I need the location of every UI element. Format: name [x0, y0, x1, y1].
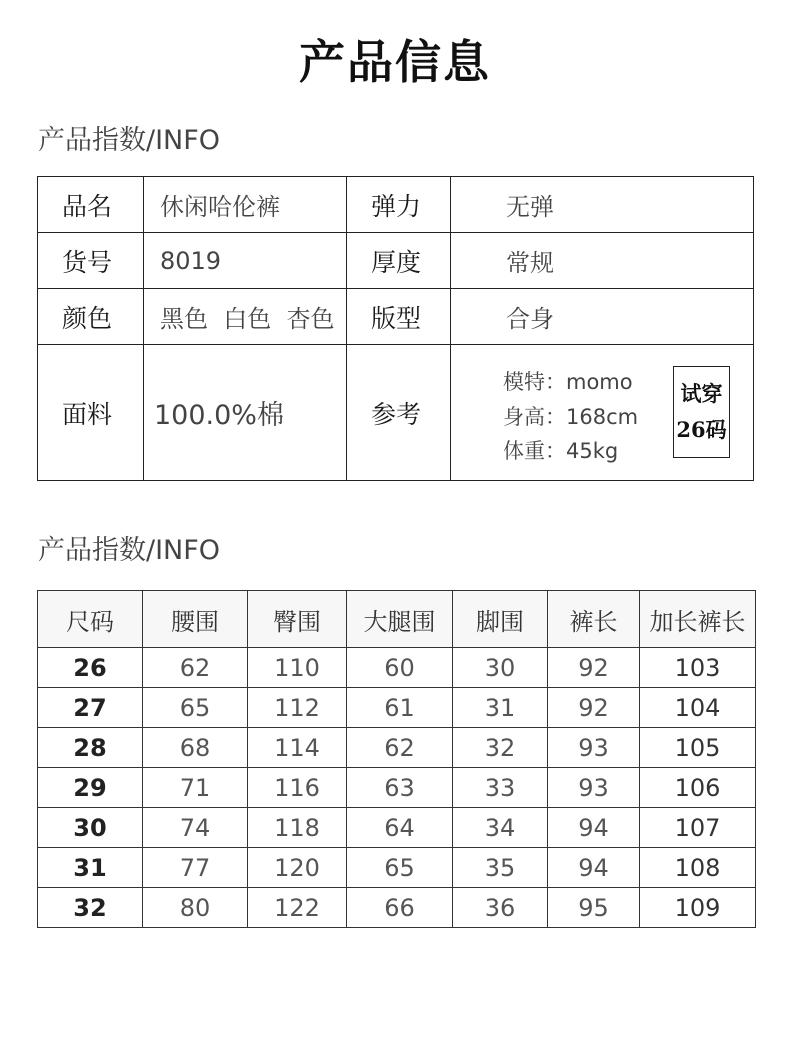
long-length-cell: 105	[640, 728, 756, 768]
model-height: 身高：168cm	[503, 404, 639, 429]
color-value: 黑色 白色 杏色	[144, 289, 347, 345]
waist-cell: 74	[143, 808, 248, 848]
hip-cell: 114	[248, 728, 347, 768]
header-length: 裤长	[548, 591, 640, 648]
section-title-size: 产品指数/INFO	[38, 535, 221, 566]
long-length-cell: 104	[640, 688, 756, 728]
header-size: 尺码	[38, 591, 143, 648]
length-cell: 93	[548, 768, 640, 808]
thigh-cell: 64	[347, 808, 453, 848]
table-row	[38, 768, 756, 808]
model-name: 模特：momo	[503, 370, 633, 394]
hip-cell: 120	[248, 848, 347, 888]
header-hip: 臀围	[248, 591, 347, 648]
fabric-label: 面料	[38, 345, 144, 481]
length-cell: 93	[548, 728, 640, 768]
length-cell: 94	[548, 848, 640, 888]
section-title-info: 产品指数/INFO	[38, 125, 221, 156]
length-cell: 92	[548, 648, 640, 688]
ankle-cell: 33	[453, 768, 548, 808]
fit-value: 合身	[451, 289, 754, 345]
fit-label: 版型	[347, 289, 451, 345]
thigh-cell: 66	[347, 888, 453, 928]
size-cell: 29	[38, 768, 143, 808]
thigh-cell: 65	[347, 848, 453, 888]
size-cell: 31	[38, 848, 143, 888]
code-value: 8019	[144, 233, 347, 289]
length-cell: 94	[548, 808, 640, 848]
table-row	[38, 848, 756, 888]
hip-cell: 110	[248, 648, 347, 688]
tryon-label: 试穿	[680, 381, 723, 406]
name-label: 品名	[38, 177, 144, 233]
reference-label: 参考	[347, 345, 451, 481]
long-length-cell: 109	[640, 888, 756, 928]
table-row	[38, 728, 756, 768]
size-header-row	[38, 591, 756, 648]
length-cell: 92	[548, 688, 640, 728]
long-length-cell: 106	[640, 768, 756, 808]
waist-cell: 62	[143, 648, 248, 688]
tryon-size-box	[673, 366, 730, 458]
info-row	[38, 289, 754, 345]
model-weight: 体重：45kg	[503, 439, 619, 463]
info-row	[38, 177, 754, 233]
code-label: 货号	[38, 233, 144, 289]
color-label: 颜色	[38, 289, 144, 345]
header-long-length: 加长裤长	[640, 591, 756, 648]
ankle-cell: 30	[453, 648, 548, 688]
product-info-table	[37, 176, 754, 481]
tryon-size: 26码	[676, 417, 727, 442]
table-row	[38, 648, 756, 688]
ankle-cell: 35	[453, 848, 548, 888]
table-row	[38, 688, 756, 728]
size-cell: 26	[38, 648, 143, 688]
thickness-label: 厚度	[347, 233, 451, 289]
size-cell: 28	[38, 728, 143, 768]
ankle-cell: 36	[453, 888, 548, 928]
long-length-cell: 108	[640, 848, 756, 888]
elastic-label: 弹力	[347, 177, 451, 233]
ankle-cell: 34	[453, 808, 548, 848]
reference-cell	[451, 345, 754, 481]
waist-cell: 80	[143, 888, 248, 928]
model-stats	[503, 365, 638, 469]
thigh-cell: 63	[347, 768, 453, 808]
hip-cell: 112	[248, 688, 347, 728]
info-row	[38, 345, 754, 481]
thigh-cell: 62	[347, 728, 453, 768]
ankle-cell: 31	[453, 688, 548, 728]
header-thigh: 大腿围	[347, 591, 453, 648]
length-cell: 95	[548, 888, 640, 928]
size-cell: 32	[38, 888, 143, 928]
page-title: 产品信息	[299, 35, 491, 89]
header-ankle: 脚围	[453, 591, 548, 648]
long-length-cell: 107	[640, 808, 756, 848]
thickness-value: 常规	[451, 233, 754, 289]
waist-cell: 65	[143, 688, 248, 728]
long-length-cell: 103	[640, 648, 756, 688]
size-cell: 27	[38, 688, 143, 728]
thigh-cell: 61	[347, 688, 453, 728]
table-row	[38, 888, 756, 928]
size-chart-table	[37, 590, 756, 928]
hip-cell: 118	[248, 808, 347, 848]
hip-cell: 122	[248, 888, 347, 928]
hip-cell: 116	[248, 768, 347, 808]
ankle-cell: 32	[453, 728, 548, 768]
info-row	[38, 233, 754, 289]
header-waist: 腰围	[143, 591, 248, 648]
waist-cell: 71	[143, 768, 248, 808]
elastic-value: 无弹	[451, 177, 754, 233]
size-cell: 30	[38, 808, 143, 848]
table-row	[38, 808, 756, 848]
waist-cell: 68	[143, 728, 248, 768]
waist-cell: 77	[143, 848, 248, 888]
name-value: 休闲哈伦裤	[144, 177, 347, 233]
fabric-value: 100.0%棉	[144, 345, 347, 481]
thigh-cell: 60	[347, 648, 453, 688]
